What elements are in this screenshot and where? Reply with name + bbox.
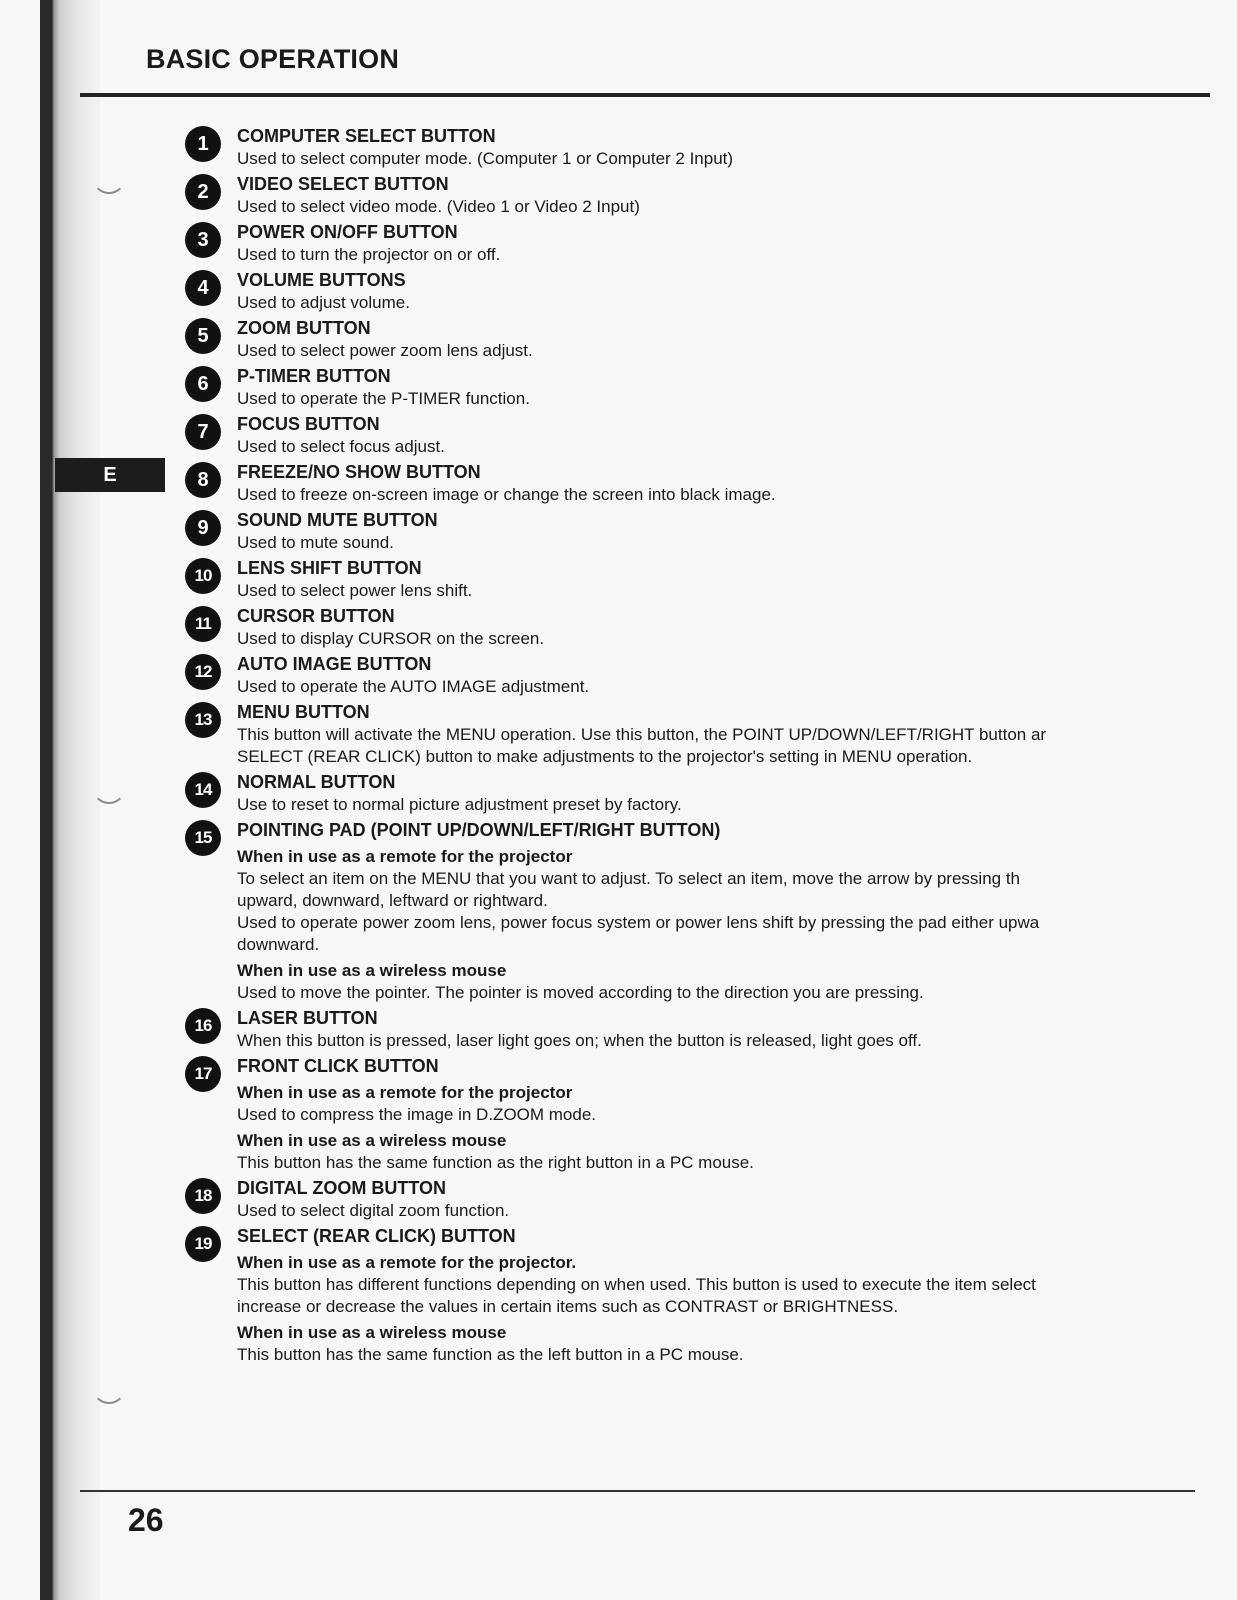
item-number-badge: 4 (185, 270, 221, 306)
subsection-text: Used to compress the image in D.ZOOM mode. (237, 1105, 597, 1124)
list-item (185, 172, 1225, 218)
item-description: This button will activate the MENU operation. Use this button, the POINT UP/DOWN/LEFT/RIGHT button ar (237, 725, 1047, 744)
item-title: SOUND MUTE BUTTON (237, 510, 438, 530)
item-title: COMPUTER SELECT BUTTON (237, 126, 496, 146)
item-description: Used to select digital zoom function. (237, 1201, 510, 1220)
subsection-text: Used to operate power zoom lens, power focus system or power lens shift by pressing the pad either upwa (237, 913, 1040, 932)
list-item (185, 508, 1225, 554)
list-item (185, 604, 1225, 650)
list-item (185, 1054, 1225, 1174)
item-number-badge: 8 (185, 462, 221, 498)
header-divider (80, 93, 1210, 97)
list-item (185, 124, 1225, 170)
subsection-text: downward. (237, 935, 320, 954)
item-number-badge: 9 (185, 510, 221, 546)
subsection-heading: When in use as a wireless mouse (237, 961, 507, 980)
item-number-badge: 18 (185, 1178, 221, 1214)
list-item (185, 412, 1225, 458)
item-number-badge: 13 (185, 702, 221, 738)
item-description: Used to freeze on-screen image or change the screen into black image. (237, 485, 776, 504)
subsection-text: To select an item on the MENU that you want to adjust. To select an item, move the arrow by pressing th (237, 869, 1021, 888)
item-title: SELECT (REAR CLICK) BUTTON (237, 1226, 516, 1246)
button-description-list (185, 124, 1225, 1368)
item-number-badge: 11 (185, 606, 221, 642)
list-item (185, 364, 1225, 410)
list-item (185, 1006, 1225, 1052)
list-item (185, 1224, 1225, 1366)
item-description: Used to select video mode. (Video 1 or Video 2 Input) (237, 197, 640, 216)
item-description: Used to mute sound. (237, 533, 394, 552)
item-description: Used to select focus adjust. (237, 437, 445, 456)
item-description: SELECT (REAR CLICK) button to make adjustments to the projector's setting in MENU operation. (237, 747, 973, 766)
item-description: When this button is pressed, laser light goes on; when the button is released, light goes off. (237, 1031, 922, 1050)
item-description: Used to operate the P-TIMER function. (237, 389, 530, 408)
item-title: FREEZE/NO SHOW BUTTON (237, 462, 481, 482)
item-title: LASER BUTTON (237, 1008, 378, 1028)
item-title: MENU BUTTON (237, 702, 370, 722)
page-title: BASIC OPERATION (146, 44, 400, 74)
item-number-badge: 14 (185, 772, 221, 808)
subsection-text: increase or decrease the values in certain items such as CONTRAST or BRIGHTNESS. (237, 1297, 899, 1316)
item-number-badge: 5 (185, 318, 221, 354)
item-number-badge: 2 (185, 174, 221, 210)
item-title: AUTO IMAGE BUTTON (237, 654, 432, 674)
item-description: Used to turn the projector on or off. (237, 245, 501, 264)
list-item (185, 556, 1225, 602)
list-item (185, 818, 1225, 1004)
item-description: Used to display CURSOR on the screen. (237, 629, 545, 648)
item-title: FRONT CLICK BUTTON (237, 1056, 439, 1076)
item-title: VOLUME BUTTONS (237, 270, 406, 290)
item-number-badge: 10 (185, 558, 221, 594)
item-title: POWER ON/OFF BUTTON (237, 222, 458, 242)
item-title: ZOOM BUTTON (237, 318, 371, 338)
item-subsection (237, 1082, 1225, 1126)
item-subsection (237, 1252, 1225, 1318)
item-number-badge: 6 (185, 366, 221, 402)
list-item (185, 316, 1225, 362)
item-number-badge: 12 (185, 654, 221, 690)
item-title: NORMAL BUTTON (237, 772, 396, 792)
item-subsection (237, 960, 1225, 1004)
list-item (185, 220, 1225, 266)
subsection-heading: When in use as a wireless mouse (237, 1323, 507, 1342)
item-title: FOCUS BUTTON (237, 414, 380, 434)
item-description: Used to select computer mode. (Computer 1 or Computer 2 Input) (237, 149, 734, 168)
item-description: Used to select power zoom lens adjust. (237, 341, 533, 360)
subsection-text: This button has different functions depending on when used. This button is used to execute the item select (237, 1275, 1036, 1294)
subsection-text: upward, downward, leftward or rightward. (237, 891, 548, 910)
footer-divider (80, 1490, 1195, 1492)
subsection-text: This button has the same function as the right button in a PC mouse. (237, 1153, 754, 1172)
item-description: Used to operate the AUTO IMAGE adjustment. (237, 677, 590, 696)
item-title: VIDEO SELECT BUTTON (237, 174, 449, 194)
item-title: LENS SHIFT BUTTON (237, 558, 422, 578)
subsection-heading: When in use as a wireless mouse (237, 1131, 507, 1150)
item-subsection (237, 846, 1225, 956)
item-description: Use to reset to normal picture adjustment preset by factory. (237, 795, 682, 814)
subsection-heading: When in use as a remote for the projector (237, 1083, 573, 1102)
list-item (185, 460, 1225, 506)
item-subsection (237, 1322, 1225, 1366)
item-subsection (237, 1130, 1225, 1174)
list-item (185, 268, 1225, 314)
binding-strip (40, 0, 100, 1600)
binder-ring (92, 150, 126, 194)
item-number-badge: 7 (185, 414, 221, 450)
subsection-text: Used to move the pointer. The pointer is moved according to the direction you are pressing. (237, 983, 924, 1002)
subsection-text: This button has the same function as the left button in a PC mouse. (237, 1345, 744, 1364)
item-title: P-TIMER BUTTON (237, 366, 391, 386)
item-title: POINTING PAD (POINT UP/DOWN/LEFT/RIGHT BUTTON) (237, 820, 721, 840)
item-number-badge: 3 (185, 222, 221, 258)
language-tab: E (55, 458, 165, 492)
item-number-badge: 16 (185, 1008, 221, 1044)
item-number-badge: 17 (185, 1056, 221, 1092)
item-title: DIGITAL ZOOM BUTTON (237, 1178, 446, 1198)
list-item (185, 770, 1225, 816)
page-number: 26 (128, 1502, 164, 1538)
list-item (185, 652, 1225, 698)
item-description: Used to select power lens shift. (237, 581, 473, 600)
subsection-heading: When in use as a remote for the projector (237, 847, 573, 866)
binder-ring (92, 1360, 126, 1404)
item-number-badge: 15 (185, 820, 221, 856)
item-number-badge: 1 (185, 126, 221, 162)
item-title: CURSOR BUTTON (237, 606, 395, 626)
list-item (185, 1176, 1225, 1222)
item-description: Used to adjust volume. (237, 293, 410, 312)
list-item (185, 700, 1225, 768)
item-number-badge: 19 (185, 1226, 221, 1262)
subsection-heading: When in use as a remote for the projector. (237, 1253, 577, 1272)
binder-ring (92, 760, 126, 804)
